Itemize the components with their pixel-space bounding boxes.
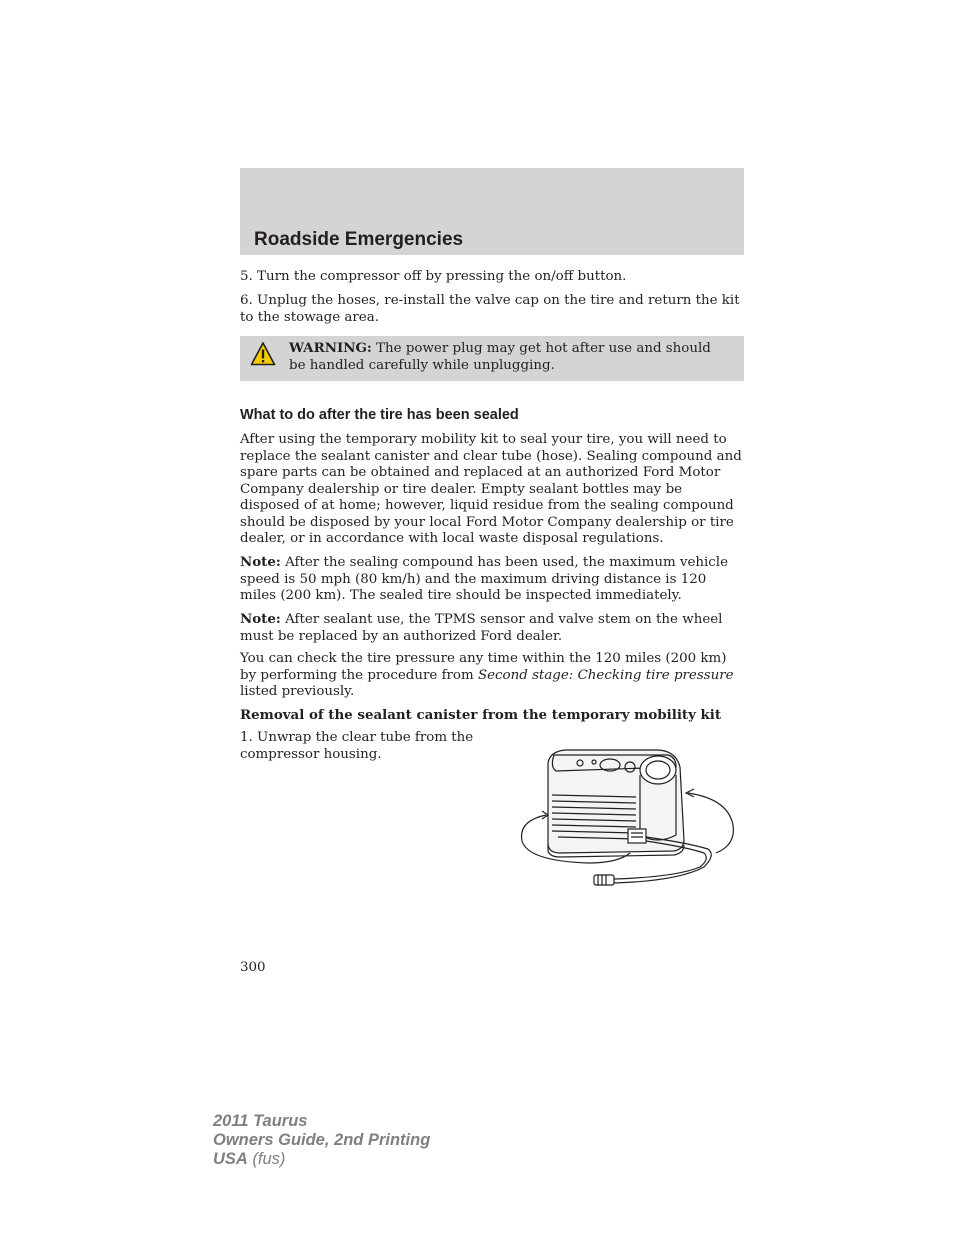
- pressure-check-text-end: listed previously.: [240, 684, 355, 699]
- pressure-check-paragraph: [240, 651, 744, 701]
- step-6-text: 6. Unplug the hoses, re-install the valve cap on the tire and return the kit to the stowage area.: [240, 293, 740, 325]
- removal-heading: Removal of the sealant canister from the temporary mobility kit: [240, 707, 722, 723]
- disposal-paragraph: After using the temporary mobility kit to seal your tire, you will need to replace the sealant canister and clear tube (hose). Sealing compound and spare parts can be obtained and replaced at an authorized Ford Motor Company dealership or tire dealer. Empty sealant bottles may be disposed of at home; however, liquid residue from the sealing compound should be disposed by your local Ford Motor Company dealership or tire dealer, or in accordance with local waste disposal regulations.: [240, 432, 742, 546]
- note-speed-text: After the sealing compound has been used, the maximum vehicle speed is 50 mph (80 km/h) and the maximum driving distance is 120 miles (200 km). The sealed tire should be inspected immediately.: [240, 555, 729, 603]
- note-speed-paragraph: [240, 554, 744, 605]
- warning-label: WARNING:: [289, 340, 372, 356]
- footer-market-code: (fus): [247, 1150, 286, 1168]
- footer-edition: Owners Guide, 2nd Printing: [213, 1131, 431, 1149]
- footer-model: 2011 Taurus: [213, 1112, 308, 1130]
- page-number: 300: [240, 960, 266, 975]
- warning-message: The power plug may get hot after use and should be handled carefully while unplugging.: [289, 341, 711, 373]
- compressor-illustration: [518, 745, 738, 890]
- warning-text: [289, 340, 729, 374]
- step-5-text: 5. Turn the compressor off by pressing the on/off button.: [240, 269, 627, 284]
- footer-market-name: USA: [213, 1150, 248, 1168]
- warning-triangle-icon: [250, 341, 276, 367]
- footer-market: [213, 1150, 430, 1169]
- pressure-check-text: You can check the tire pressure any time within the 120 miles (200 km) by performing the procedure from: [240, 651, 727, 683]
- section-header-band: [240, 168, 744, 255]
- note-tpms-text: After sealant use, the TPMS sensor and valve stem on the wheel must be replaced by an authorized Ford dealer.: [240, 612, 723, 644]
- footer: [213, 1112, 430, 1169]
- section-title: Roadside Emergencies: [254, 229, 464, 250]
- warning-box: [240, 336, 744, 381]
- note-label: Note:: [240, 554, 281, 570]
- note-tpms-paragraph: [240, 611, 744, 645]
- note-label: Note:: [240, 611, 281, 627]
- pressure-check-reference: Second stage: Checking tire pressure: [477, 667, 734, 683]
- section-heading: What to do after the tire has been sealed: [240, 407, 519, 423]
- removal-step-1: 1. Unwrap the clear tube from the compressor housing.: [240, 730, 474, 762]
